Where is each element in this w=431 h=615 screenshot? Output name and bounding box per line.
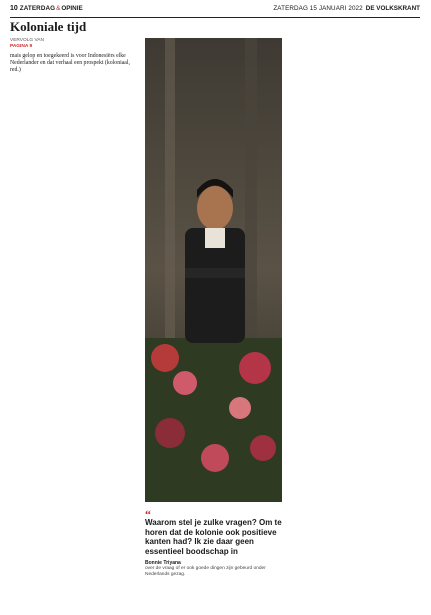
photo-caption-role: over de vraag of er ook goede dingen zijn gebeurd onder Nederlands gezag. <box>145 566 266 577</box>
masthead <box>10 5 420 17</box>
continued-from: PAGINA 9 <box>10 44 33 49</box>
section-label: ZATERDAG <box>19 5 56 12</box>
portrait-photo <box>145 38 282 502</box>
article-column-right <box>288 38 420 610</box>
issue-date: ZATERDAG 15 JANUARI 2022 <box>273 5 363 12</box>
quote-mark-icon: “ <box>145 507 151 521</box>
newspaper-brand: DE VOLKSKRANT <box>365 5 420 12</box>
article-lead: mais gelop en toegekeerd is voor Indonesiërs elke Nederlander en dat verhaal een prospekt (koloniaal, red.) <box>10 53 130 73</box>
portrait-illustration <box>145 38 282 502</box>
sub-section-label: OPINIE <box>61 5 83 12</box>
photo-caption-name: Bonnie Triyana <box>145 560 181 566</box>
pull-quote-text: Waarom stel je zulke vragen? Om te horen dat de kolonie ook positieve kanten had? Ik zie daar geen essentieel boodschap in <box>145 518 282 556</box>
masthead-rule <box>10 17 420 18</box>
continued-kicker: VERVOLG VAN <box>10 38 44 43</box>
pull-quote <box>145 507 282 578</box>
page-headline: Koloniale tijd <box>10 19 87 34</box>
section-separator: & <box>56 5 61 12</box>
article-column-left <box>10 38 140 610</box>
page-number: 10 <box>10 5 18 12</box>
